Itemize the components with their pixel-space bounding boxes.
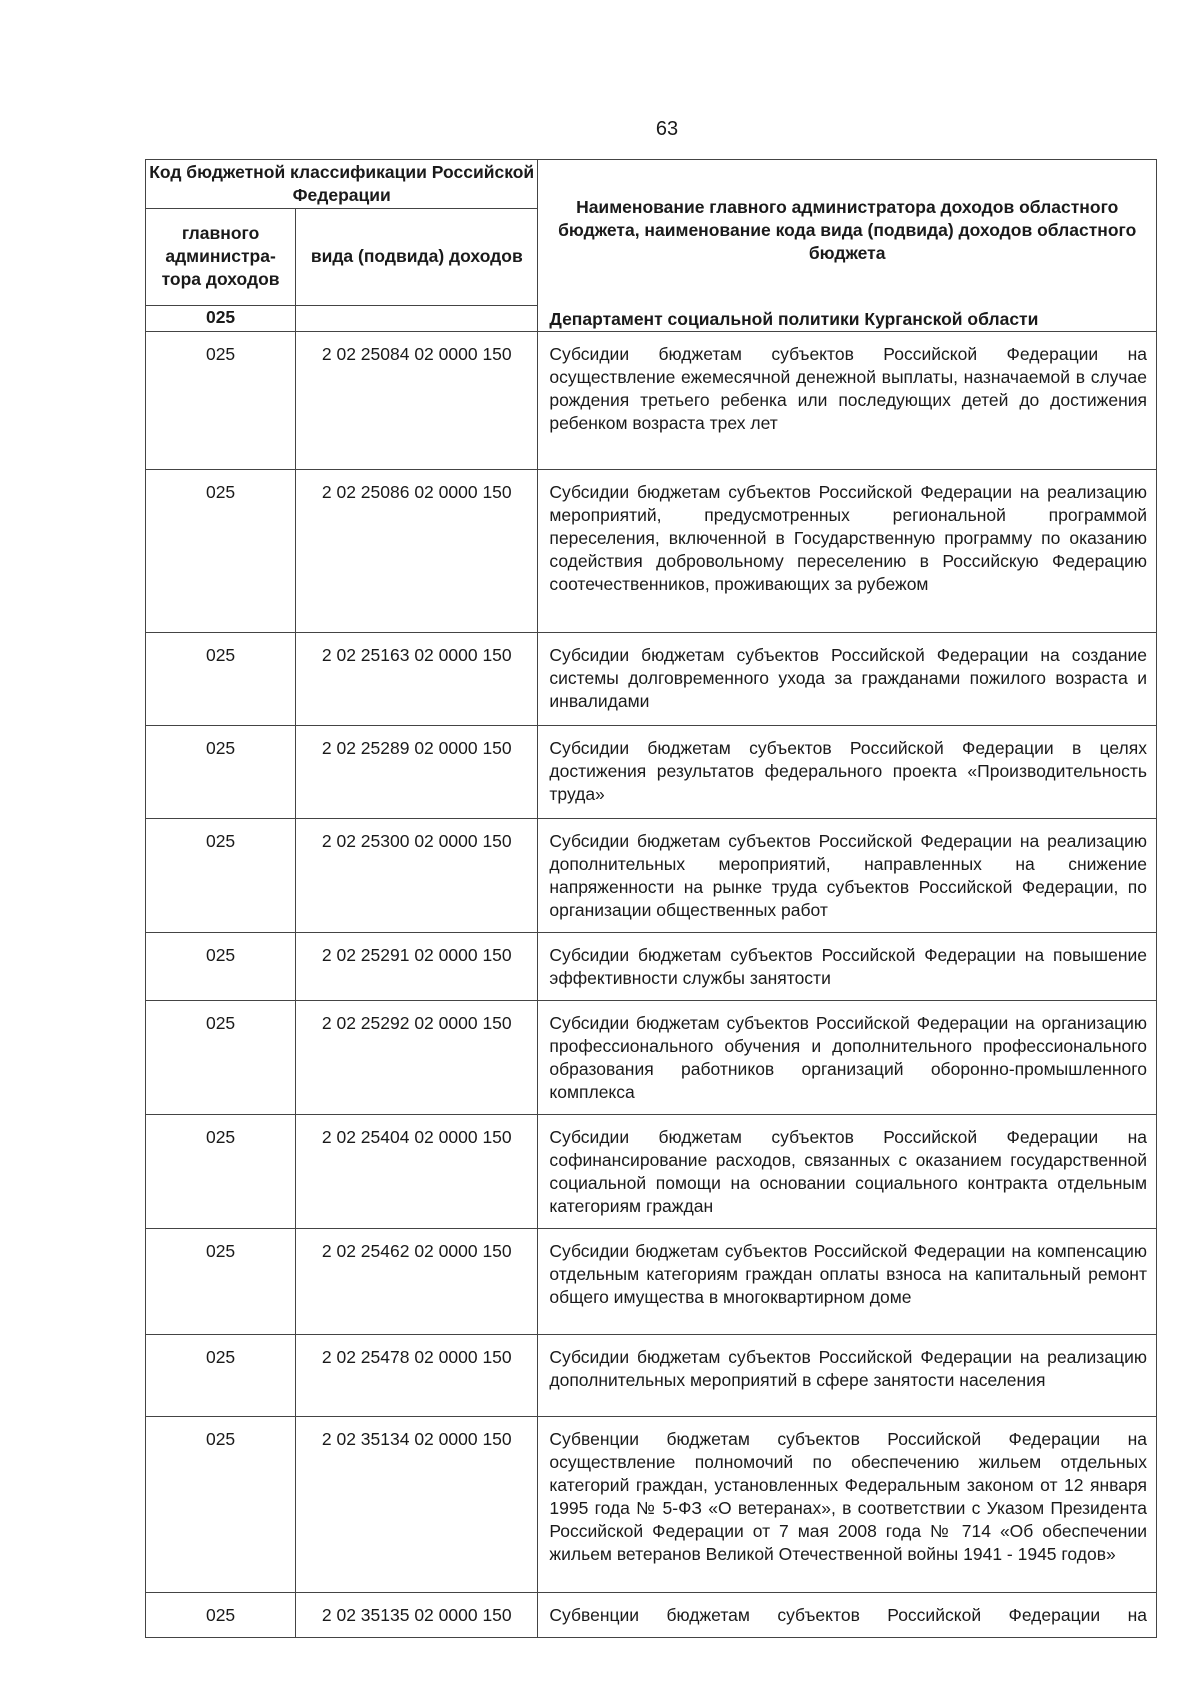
header-kind-col: вида (подвида) доходов [296, 208, 538, 305]
income-name-cell: Субсидии бюджетам субъектов Российской Федерации на организацию профессионального обучения и дополнительного профессионального образования работников организаций оборонно-промышленного комплекса [538, 1001, 1157, 1115]
admin-code-cell: 025 [146, 1593, 296, 1638]
income-code-cell: 2 02 25163 02 0000 150 [296, 633, 538, 726]
income-code-cell: 2 02 25292 02 0000 150 [296, 1001, 538, 1115]
table-row [146, 1593, 1157, 1638]
income-name-cell: Субсидии бюджетам субъектов Российской Федерации на компенсацию отдельным категориям граждан оплаты взноса на капитальный ремонт общего имущества в многоквартирном доме [538, 1229, 1157, 1335]
income-name-cell: Субсидии бюджетам субъектов Российской Федерации на реализацию мероприятий, предусмотренных региональной программой переселения, включенной в Государственную программу по оказанию содействия добровольному переселению в Российскую Федерацию соотечественников, проживающих за рубежом [538, 470, 1157, 633]
department-code: 025 [146, 305, 296, 331]
table-row [146, 819, 1157, 933]
table-row [146, 933, 1157, 1001]
table-row [146, 1001, 1157, 1115]
admin-code-cell: 025 [146, 819, 296, 933]
admin-code-cell: 025 [146, 633, 296, 726]
income-name-cell: Субвенции бюджетам субъектов Российской Федерации на [538, 1593, 1157, 1638]
table-row [146, 1115, 1157, 1229]
admin-code-cell: 025 [146, 1115, 296, 1229]
budget-classification-table [145, 159, 1157, 1638]
income-code-cell: 2 02 25300 02 0000 150 [296, 819, 538, 933]
income-name-cell: Субсидии бюджетам субъектов Российской Федерации на реализацию дополнительных мероприятий в сфере занятости населения [538, 1335, 1157, 1417]
admin-code-cell: 025 [146, 726, 296, 819]
table-row [146, 1335, 1157, 1417]
admin-code-cell: 025 [146, 1229, 296, 1335]
admin-code-cell: 025 [146, 1001, 296, 1115]
table-row [146, 1229, 1157, 1335]
income-code-cell: 2 02 25291 02 0000 150 [296, 933, 538, 1001]
income-name-cell: Субсидии бюджетам субъектов Российской Федерации в целях достижения результатов федерального проекта «Производительность труда» [538, 726, 1157, 819]
income-code-cell: 2 02 25404 02 0000 150 [296, 1115, 538, 1229]
admin-code-cell: 025 [146, 933, 296, 1001]
income-name-cell: Субсидии бюджетам субъектов Российской Федерации на создание системы долговременного ухода за гражданами пожилого возраста и инвалидами [538, 633, 1157, 726]
header-name-title: Наименование главного администратора доходов областного бюджета, наименование кода вида (подвида) доходов областного бюджета [558, 197, 1137, 263]
header-admin-col: главного администра-тора доходов [146, 208, 296, 305]
table-row [146, 470, 1157, 633]
table-row [146, 332, 1157, 470]
income-name-cell: Субсидии бюджетам субъектов Российской Федерации на реализацию дополнительных мероприятий, направленных на снижение напряженности на рынке труда субъектов Российской Федерации, по организации общественных работ [538, 819, 1157, 933]
header-name-cell [538, 160, 1157, 332]
admin-code-cell: 025 [146, 1417, 296, 1593]
income-code-cell: 2 02 35134 02 0000 150 [296, 1417, 538, 1593]
income-code-cell: 2 02 35135 02 0000 150 [296, 1593, 538, 1638]
header-row-top [146, 160, 1157, 209]
income-name-cell: Субсидии бюджетам субъектов Российской Федерации на осуществление ежемесячной денежной выплаты, назначаемой в случае рождения третьего ребенка или последующих детей до достижения ребенком возраста трех лет [538, 332, 1157, 470]
income-name-cell: Субвенции бюджетам субъектов Российской Федерации на осуществление полномочий по обеспечению жильем отдельных категорий граждан, установленных Федеральным законом от 12 января 1995 года № 5-ФЗ «О ветеранах», в соответствии с Указом Президента Российской Федерации от 7 мая 2008 года № 714 «Об обеспечении жильем ветеранов Великой Отечественной войны 1941 - 1945 годов» [538, 1417, 1157, 1593]
income-code-cell: 2 02 25289 02 0000 150 [296, 726, 538, 819]
header-group-title: Код бюджетной классификации Российской Федерации [146, 160, 538, 209]
admin-code-cell: 025 [146, 332, 296, 470]
income-code-cell: 2 02 25478 02 0000 150 [296, 1335, 538, 1417]
admin-code-cell: 025 [146, 1335, 296, 1417]
page-number: 63 [655, 118, 679, 140]
income-name-cell: Субсидии бюджетам субъектов Российской Федерации на софинансирование расходов, связанных с оказанием государственной социальной помощи на основании социального контракта отдельным категориям граждан [538, 1115, 1157, 1229]
income-code-cell: 2 02 25084 02 0000 150 [296, 332, 538, 470]
income-name-cell: Субсидии бюджетам субъектов Российской Федерации на повышение эффективности службы занятости [538, 933, 1157, 1001]
table-row [146, 726, 1157, 819]
table-row [146, 1417, 1157, 1593]
table-row [146, 633, 1157, 726]
department-kind-empty [296, 305, 538, 331]
department-name: Департамент социальной политики Курганской области [549, 309, 1039, 329]
income-code-cell: 2 02 25462 02 0000 150 [296, 1229, 538, 1335]
income-code-cell: 2 02 25086 02 0000 150 [296, 470, 538, 633]
admin-code-cell: 025 [146, 470, 296, 633]
